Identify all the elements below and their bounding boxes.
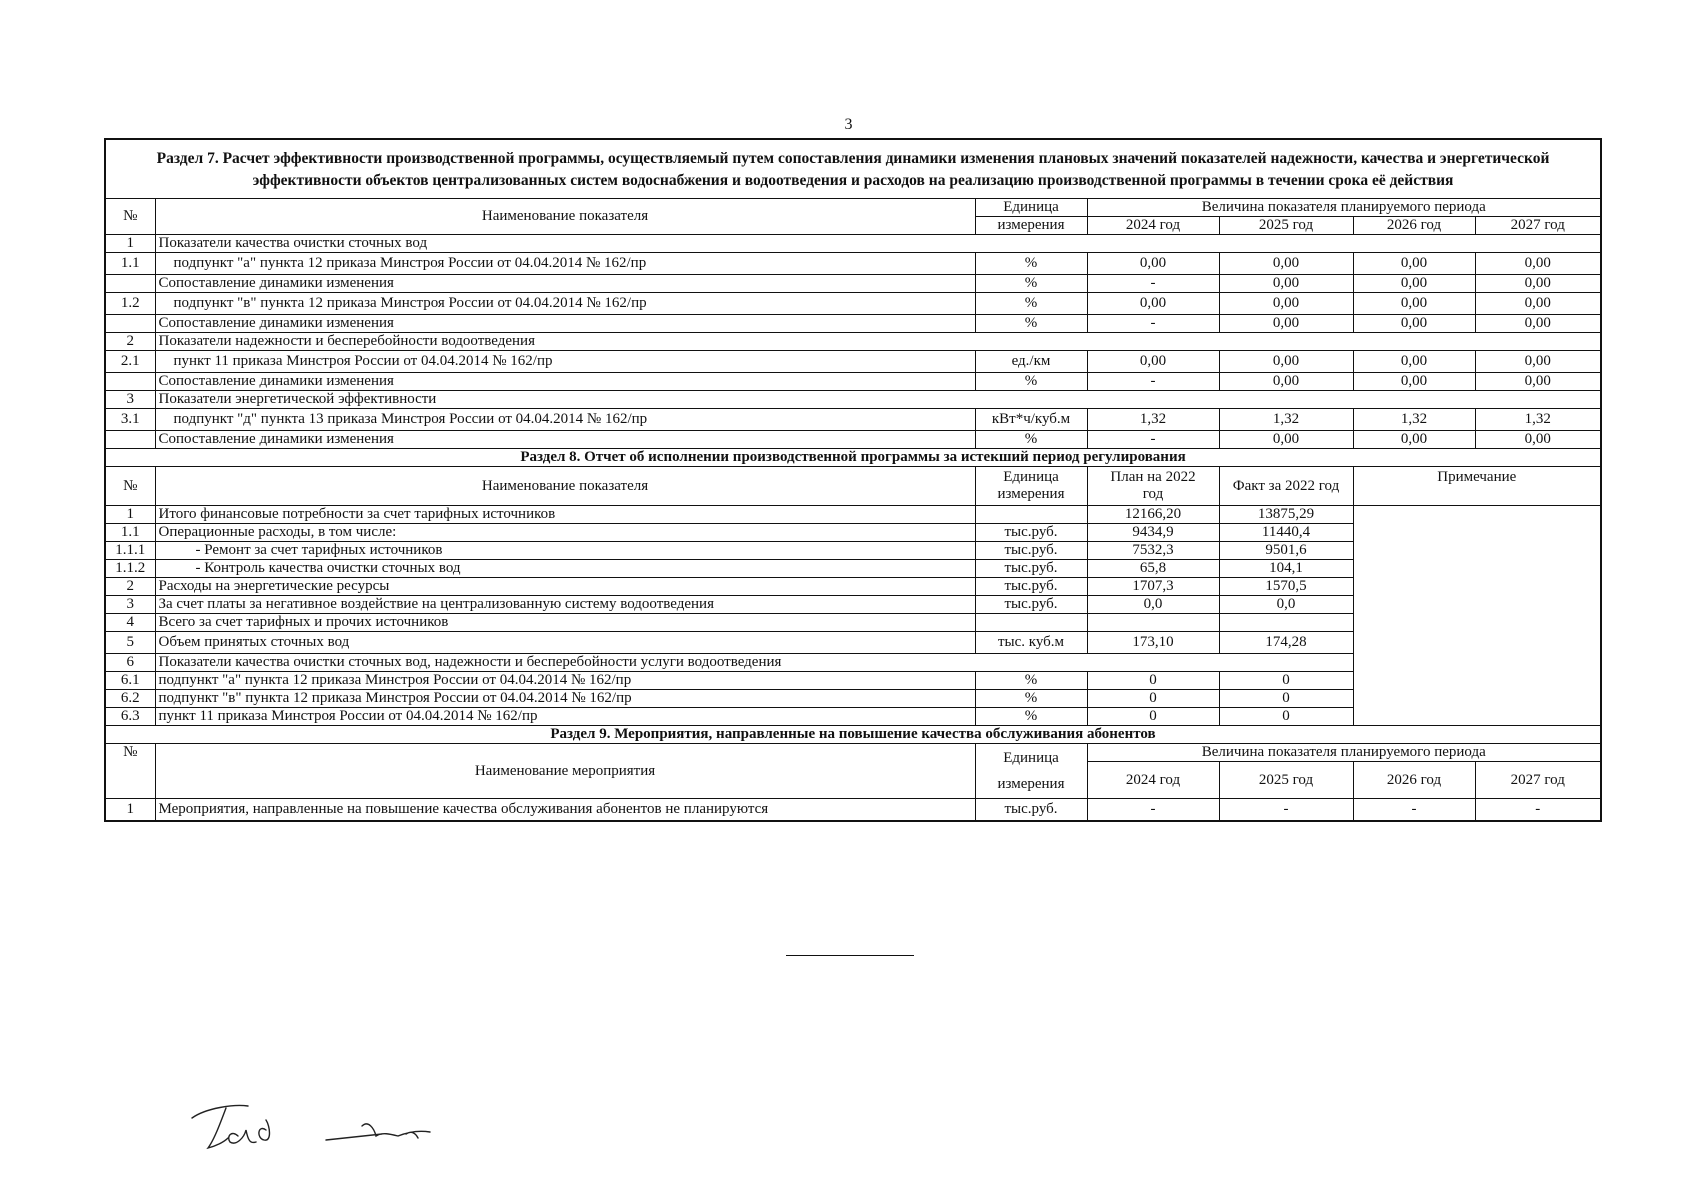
s7-value-2027: 0,00 [1475, 253, 1601, 275]
s8-row-num: 2 [105, 578, 155, 596]
s7-value-2024: 0,00 [1087, 351, 1219, 373]
s8-row-plan: 0 [1087, 708, 1219, 726]
s8-row-unit [975, 506, 1087, 524]
signature-mark-1 [192, 1106, 270, 1149]
s7-header-year-2026: 2026 год [1353, 217, 1475, 235]
s7-value-2025: 1,32 [1219, 409, 1353, 431]
s7-value-2026: 0,00 [1353, 431, 1475, 449]
s7-row-name: Сопоставление динамики изменения [155, 315, 975, 333]
s7-row-name: подпункт "д" пункта 13 приказа Минстроя России от 04.04.2014 № 162/пр [155, 409, 975, 431]
s7-row-num [105, 275, 155, 293]
section7-title: Раздел 7. Расчет эффективности производственной программы, осуществляемый путем сопоставления динамики изменения плановых значений показателей надежности, качества и энергетической эффективности объектов централизованных систем водоснабжения и водоотведения и расходов на реализацию производственной программы в течении срока её действия [105, 139, 1601, 199]
s8-row-fact: 13875,29 [1219, 506, 1353, 524]
section8-title: Раздел 8. Отчет об исполнении производственной программы за истекший период регулирования [105, 449, 1601, 467]
section7 [105, 139, 1601, 449]
s9-header-unit-line2: измерения [997, 776, 1065, 792]
s8-row-name: подпункт "а" пункта 12 приказа Минстроя России от 04.04.2014 № 162/пр [155, 672, 975, 690]
s8-row-name: Всего за счет тарифных и прочих источников [155, 614, 975, 632]
s8-row-unit: тыс. куб.м [975, 632, 1087, 654]
s8-row-name: За счет платы за негативное воздействие на централизованную систему водоотведения [155, 596, 975, 614]
s7-value-2027: 0,00 [1475, 275, 1601, 293]
s8-header-plan [1087, 467, 1219, 506]
s8-header-plan-line1: План на 2022 [1110, 469, 1196, 485]
s9-header-name: Наименование мероприятия [155, 744, 975, 799]
s8-header-num: № [105, 467, 155, 506]
section9 [105, 726, 1601, 822]
s8-row-plan: 0 [1087, 690, 1219, 708]
s8-row-name: - Контроль качества очистки сточных вод [155, 560, 975, 578]
s9-row-name: Мероприятия, направленные на повышение качества обслуживания абонентов не планируются [155, 799, 975, 822]
s7-value-2025: 0,00 [1219, 293, 1353, 315]
s7-header-unit-line1: Единица [975, 199, 1087, 217]
s9-header-unit [975, 744, 1087, 799]
s7-value-2024: - [1087, 373, 1219, 391]
s7-value-2027: 0,00 [1475, 315, 1601, 333]
s8-row-fact: 0,0 [1219, 596, 1353, 614]
s8-row-num: 6.3 [105, 708, 155, 726]
s8-row-fact: 0 [1219, 672, 1353, 690]
s7-value-2026: 0,00 [1353, 351, 1475, 373]
s7-value-2027: 1,32 [1475, 409, 1601, 431]
s7-row-name: пункт 11 приказа Минстроя России от 04.04.2014 № 162/пр [155, 351, 975, 373]
s7-value-2025: 0,00 [1219, 351, 1353, 373]
s8-row-num: 6 [105, 654, 155, 672]
s8-row-plan: 1707,3 [1087, 578, 1219, 596]
s8-row-unit: % [975, 690, 1087, 708]
s7-value-2026: 0,00 [1353, 253, 1475, 275]
s7-value-2025: 0,00 [1219, 431, 1353, 449]
s7-value-2025: 0,00 [1219, 373, 1353, 391]
s8-row-name: Объем принятых сточных вод [155, 632, 975, 654]
s9-row-unit: тыс.руб. [975, 799, 1087, 822]
s7-header-year-2024: 2024 год [1087, 217, 1219, 235]
s8-row-fact: 0 [1219, 708, 1353, 726]
s8-row-name: пункт 11 приказа Минстроя России от 04.04.2014 № 162/пр [155, 708, 975, 726]
s7-group-label: Показатели надежности и бесперебойности водоотведения [155, 333, 1601, 351]
s8-row-unit: тыс.руб. [975, 560, 1087, 578]
s9-value-2025: - [1219, 799, 1353, 822]
s9-header-year-2025: 2025 год [1219, 762, 1353, 799]
s8-row-num: 6.2 [105, 690, 155, 708]
s9-header-unit-line1: Единица [1003, 750, 1059, 766]
s7-value-2026: 0,00 [1353, 315, 1475, 333]
s7-value-2027: 0,00 [1475, 293, 1601, 315]
s7-row-num [105, 315, 155, 333]
s8-header-unit-line2: измерения [997, 486, 1065, 502]
s7-row-num: 1.1 [105, 253, 155, 275]
s7-value-2027: 0,00 [1475, 431, 1601, 449]
s8-row-fact: 9501,6 [1219, 542, 1353, 560]
signature-mark-2 [326, 1124, 430, 1140]
s8-row-num: 1.1 [105, 524, 155, 542]
s8-row-unit: тыс.руб. [975, 524, 1087, 542]
s8-row-num: 1.1.2 [105, 560, 155, 578]
s7-row-unit: % [975, 373, 1087, 391]
s8-row-num: 3 [105, 596, 155, 614]
s8-header-note: Примечание [1353, 467, 1601, 506]
s7-row-unit: кВт*ч/куб.м [975, 409, 1087, 431]
s7-value-2026: 0,00 [1353, 293, 1475, 315]
s8-row-unit: тыс.руб. [975, 542, 1087, 560]
s7-row-name: Сопоставление динамики изменения [155, 431, 975, 449]
s7-value-2024: - [1087, 315, 1219, 333]
s8-row-fact [1219, 614, 1353, 632]
page-number: 3 [844, 116, 853, 133]
s8-row-fact: 104,1 [1219, 560, 1353, 578]
s8-header-unit-line1: Единица [1003, 469, 1059, 485]
s8-row-unit: % [975, 708, 1087, 726]
s7-value-2026: 0,00 [1353, 373, 1475, 391]
s9-header-period: Величина показателя планируемого периода [1087, 744, 1601, 762]
s9-value-2026: - [1353, 799, 1475, 822]
s8-note-cell [1353, 506, 1601, 726]
s8-row-name: Итого финансовые потребности за счет тарифных источников [155, 506, 975, 524]
s7-header-num: № [105, 199, 155, 235]
s7-row-name: Сопоставление динамики изменения [155, 373, 975, 391]
s7-row-name: подпункт "в" пункта 12 приказа Минстроя России от 04.04.2014 № 162/пр [155, 293, 975, 315]
s8-row-num: 4 [105, 614, 155, 632]
s7-row-num [105, 431, 155, 449]
s8-row-name: Операционные расходы, в том числе: [155, 524, 975, 542]
s7-row-unit: % [975, 315, 1087, 333]
s7-row-num: 2 [105, 333, 155, 351]
s8-group-label: Показатели качества очистки сточных вод, надежности и бесперебойности услуги водоотведения [155, 654, 1353, 672]
s7-value-2024: 0,00 [1087, 253, 1219, 275]
s7-value-2024: 1,32 [1087, 409, 1219, 431]
s7-row-num: 1.2 [105, 293, 155, 315]
s7-value-2026: 1,32 [1353, 409, 1475, 431]
s7-row-num: 2.1 [105, 351, 155, 373]
s7-value-2025: 0,00 [1219, 315, 1353, 333]
s7-row-num: 3 [105, 391, 155, 409]
s8-row-num: 1 [105, 506, 155, 524]
s7-group-label: Показатели энергетической эффективности [155, 391, 1601, 409]
s8-row-plan: 65,8 [1087, 560, 1219, 578]
s7-row-unit: % [975, 431, 1087, 449]
s8-row-plan: 7532,3 [1087, 542, 1219, 560]
s8-row-name: подпункт "в" пункта 12 приказа Минстроя России от 04.04.2014 № 162/пр [155, 690, 975, 708]
s9-header-year-2026: 2026 год [1353, 762, 1475, 799]
s7-header-period: Величина показателя планируемого периода [1087, 199, 1601, 217]
s8-header-plan-line2: год [1142, 486, 1164, 502]
s8-row-plan: 9434,9 [1087, 524, 1219, 542]
s9-header-year-2027: 2027 год [1475, 762, 1601, 799]
s8-row-name: Расходы на энергетические ресурсы [155, 578, 975, 596]
s8-row-fact: 1570,5 [1219, 578, 1353, 596]
s7-header-unit-line2: измерения [975, 217, 1087, 235]
s8-row-unit: % [975, 672, 1087, 690]
report-table [104, 138, 1602, 822]
s8-row-name: - Ремонт за счет тарифных источников [155, 542, 975, 560]
s7-value-2024: - [1087, 431, 1219, 449]
s9-header-year-2024: 2024 год [1087, 762, 1219, 799]
s7-value-2027: 0,00 [1475, 351, 1601, 373]
s8-row-unit: тыс.руб. [975, 596, 1087, 614]
s7-value-2025: 0,00 [1219, 275, 1353, 293]
s8-row-fact: 174,28 [1219, 632, 1353, 654]
s7-header-name: Наименование показателя [155, 199, 975, 235]
s7-header-year-2027: 2027 год [1475, 217, 1601, 235]
s7-row-unit: % [975, 275, 1087, 293]
s8-row-plan: 173,10 [1087, 632, 1219, 654]
section8 [105, 449, 1601, 726]
s7-row-unit: % [975, 253, 1087, 275]
s8-header-name: Наименование показателя [155, 467, 975, 506]
s9-value-2024: - [1087, 799, 1219, 822]
s8-row-fact: 11440,4 [1219, 524, 1353, 542]
s7-value-2026: 0,00 [1353, 275, 1475, 293]
s7-value-2027: 0,00 [1475, 373, 1601, 391]
s8-row-unit: тыс.руб. [975, 578, 1087, 596]
s9-value-2027: - [1475, 799, 1601, 822]
s7-value-2025: 0,00 [1219, 253, 1353, 275]
s8-row-plan: 0,0 [1087, 596, 1219, 614]
s7-row-unit: % [975, 293, 1087, 315]
s9-header-num: № [105, 744, 155, 799]
s7-group-label: Показатели качества очистки сточных вод [155, 235, 1601, 253]
section9-title: Раздел 9. Мероприятия, направленные на повышение качества обслуживания абонентов [105, 726, 1601, 744]
handwritten-signatures [186, 1090, 466, 1170]
s7-header-year-2025: 2025 год [1219, 217, 1353, 235]
s8-row-plan: 12166,20 [1087, 506, 1219, 524]
closing-rule [786, 955, 914, 956]
s7-value-2024: 0,00 [1087, 293, 1219, 315]
s8-row-num: 6.1 [105, 672, 155, 690]
s8-row-plan [1087, 614, 1219, 632]
s8-row-num: 5 [105, 632, 155, 654]
s8-row-unit [975, 614, 1087, 632]
s8-row-plan: 0 [1087, 672, 1219, 690]
s7-row-num: 3.1 [105, 409, 155, 431]
s8-header-fact: Факт за 2022 год [1219, 467, 1353, 506]
s7-row-unit: ед./км [975, 351, 1087, 373]
s8-header-unit [975, 467, 1087, 506]
s8-row-num: 1.1.1 [105, 542, 155, 560]
s7-row-num: 1 [105, 235, 155, 253]
report-sheet [104, 138, 1600, 822]
s7-row-num [105, 373, 155, 391]
s9-row-num: 1 [105, 799, 155, 822]
s8-row-fact: 0 [1219, 690, 1353, 708]
s7-row-name: Сопоставление динамики изменения [155, 275, 975, 293]
s7-value-2024: - [1087, 275, 1219, 293]
s7-row-name: подпункт "а" пункта 12 приказа Минстроя России от 04.04.2014 № 162/пр [155, 253, 975, 275]
